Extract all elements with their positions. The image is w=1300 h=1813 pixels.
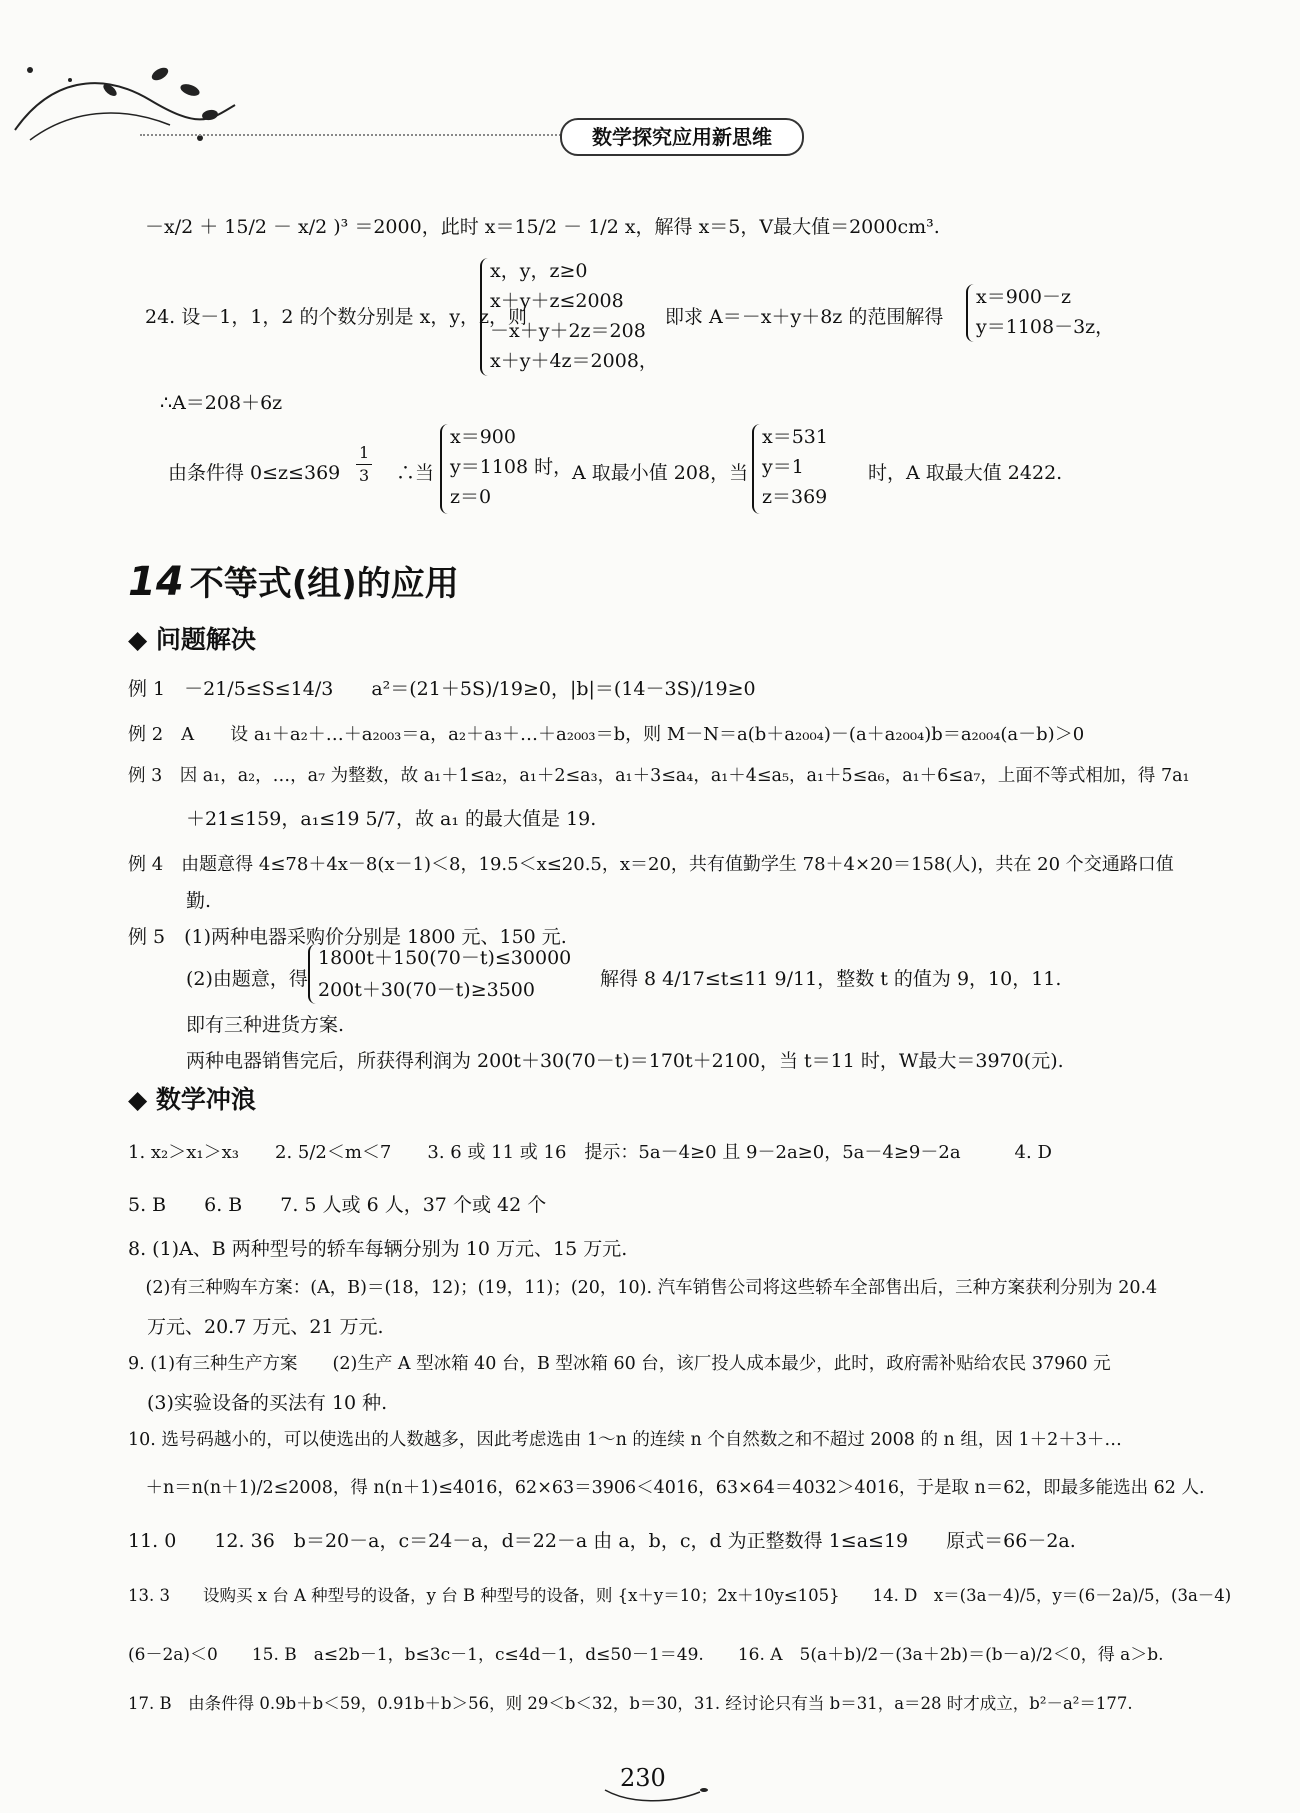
- example-5-solution: 解得 8 4/17≤t≤11 9/11，整数 t 的值为 9，10，11.: [600, 968, 1062, 990]
- problem-solving-heading: ◆ 问题解决: [128, 625, 256, 654]
- problem-24-solution: [976, 282, 1114, 342]
- answer-line: 8. (1)A、B 两种型号的轿车每辆分别为 10 万元、15 万元.: [128, 1238, 628, 1260]
- problem-24-mid: 即求 A＝－x＋y＋8z 的范围解得: [665, 306, 944, 328]
- answer-line: (6－2a)＜0 15. B a≤2b－1，b≤3c－1，c≤4d－1，d≤50－1＝49. 16. A 5(a＋b)/2－(3a＋2b)＝(b－a)/2＜0，得 a＞b.: [128, 1645, 1164, 1665]
- system-brace: [480, 258, 490, 376]
- system-line: x，y，z≥0: [490, 260, 588, 282]
- min-text: A 取最小值 208，当: [572, 462, 749, 484]
- system-line: x＋y＋4z＝2008，: [490, 350, 658, 372]
- system-line: 200t＋30(70－t)≥3500: [318, 979, 535, 1001]
- example-5-line-1: 例 5 (1)两种电器采购价分别是 1800 元、150 元.: [128, 926, 567, 948]
- answer-line: 5. B 6. B 7. 5 人或 6 人，37 个或 42 个: [128, 1194, 547, 1216]
- system-line: y＝1: [762, 456, 804, 478]
- example-3-line-2: ＋21≤159，a₁≤19 5/7，故 a₁ 的最大值是 19.: [186, 808, 597, 830]
- system-line: x＋y＋z≤2008: [490, 290, 624, 312]
- section-heading: [128, 556, 459, 605]
- answer-line: 1. x₂＞x₁＞x₃ 2. 5/2＜m＜7 3. 6 或 11 或 16 提示：5a－4≥0 且 9－2a≥0，5a－4≥9－2a 4. D: [128, 1142, 1052, 1163]
- answer-line: 13. 3 设购买 x 台 A 种型号的设备，y 台 B 种型号的设备，则 {x＋y＝10；2x＋10y≤105} 14. D x＝(3a－4)/5，y＝(6－2a)/5，(3a－4): [128, 1586, 1232, 1605]
- example-5-lead: (2)由题意，得: [186, 968, 308, 990]
- example-1: 例 1 －21/5≤S≤14/3 a²＝(21＋5S)/19≥0，|b|＝(14－3S)/19≥0: [128, 678, 756, 700]
- system-line: y＝1108 时，: [450, 456, 573, 478]
- system-line: z＝0: [450, 486, 492, 508]
- problem-24-system: [490, 256, 658, 376]
- section-title: 不等式(组)的应用: [189, 564, 459, 604]
- system-line: x＝900－z: [976, 286, 1071, 308]
- math-surf-heading: ◆ 数学冲浪: [128, 1085, 256, 1114]
- answer-line: (3)实验设备的买法有 10 种.: [128, 1392, 388, 1414]
- floral-ornament-icon: [10, 60, 240, 150]
- example-5-line-3: 即有三种进货方案.: [186, 1014, 345, 1036]
- system-line: x＝900: [450, 426, 516, 448]
- header-title: 数学探究应用新思维: [560, 118, 804, 156]
- problem-24-lead: 24. 设－1，1，2 的个数分别是 x，y，z，则: [145, 306, 528, 328]
- min-system: [450, 422, 572, 512]
- answer-line: 17. B 由条件得 0.9b＋b＜59，0.91b＋b＞56，则 29＜b＜32，b＝30，31. 经讨论只有当 b＝31，a＝28 时才成立，b²－a²＝177.: [128, 1694, 1133, 1713]
- page-number-swoosh-icon: [600, 1786, 710, 1811]
- max-text: 时，A 取最大值 2422.: [868, 462, 1063, 484]
- system-line: 1800t＋150(70－t)≤30000: [318, 947, 572, 969]
- page-number: 230: [620, 1764, 666, 1792]
- answer-line: 10. 选号码越小的，可以使选出的人数越多，因此考虑选由 1～n 的连续 n 个自然数之和不超过 2008 的 n 组，因 1＋2＋3＋…: [128, 1430, 1122, 1450]
- example-4-line-1: 例 4 由题意得 4≤78＋4x－8(x－1)＜8，19.5＜x≤20.5，x＝20，共有值勤学生 78＋4×20＝158(人)，共在 20 个交通路口值: [128, 854, 1174, 875]
- answer-line: (2)有三种购车方案：(A，B)＝(18，12)；(19，11)；(20，10). 汽车销售公司将这些轿车全部售出后，三种方案获利分别为 20.4: [128, 1278, 1158, 1298]
- example-5-line-4: 两种电器销售完后，所获得利润为 200t＋30(70－t)＝170t＋2100，当 t＝11 时，W最大＝3970(元).: [186, 1050, 1064, 1072]
- system-line: z＝369: [762, 486, 828, 508]
- system-brace: [308, 944, 318, 1004]
- fraction-numerator: 1: [356, 442, 372, 465]
- answer-line: 万元、20.7 万元、21 万元.: [128, 1316, 384, 1338]
- therefore-line: ∴A＝208＋6z: [160, 392, 283, 414]
- system-brace: [966, 284, 976, 342]
- example-2: 例 2 A 设 a₁＋a₂＋…＋a₂₀₀₃＝a，a₂＋a₃＋…＋a₂₀₀₃＝b，则 M－N＝a(b＋a₂₀₀₄)－(a＋a₂₀₀₄)b＝a₂₀₀₄(a－b)＞0: [128, 724, 1085, 745]
- condition-mid: ∴当: [396, 462, 435, 484]
- system-brace: [752, 424, 762, 514]
- answer-line: 11. 0 12. 36 b＝20－a，c＝24－a，d＝22－a 由 a，b，c，d 为正整数得 1≤a≤19 原式＝66－2a.: [128, 1530, 1076, 1552]
- section-number: 14: [128, 559, 184, 605]
- example-3-line-1: 例 3 因 a₁，a₂，…，a₇ 为整数，故 a₁＋1≤a₂，a₁＋2≤a₃，a₁＋3≤a₄，a₁＋4≤a₅，a₁＋5≤a₆，a₁＋6≤a₇，上面不等式相加，得 7a₁: [128, 766, 1190, 786]
- answer-line: 9. (1)有三种生产方案 (2)生产 A 型冰箱 40 台，B 型冰箱 60 台，该厂投人成本最少，此时，政府需补贴给农民 37960 元: [128, 1354, 1111, 1374]
- system-line: －x＋y＋2z＝208: [490, 320, 646, 342]
- fraction-denominator: 3: [359, 466, 370, 485]
- answer-line: ＋n＝n(n＋1)/2≤2008，得 n(n＋1)≤4016，62×63＝3906＜4016，63×64＝4032＞4016，于是取 n＝62，即最多能选出 62 人.: [128, 1478, 1205, 1498]
- example-5-system: [318, 942, 571, 1006]
- example-4-line-2: 勤.: [186, 890, 212, 912]
- system-line: x＝531: [762, 426, 828, 448]
- condition-lead: 由条件得 0≤z≤369: [168, 462, 341, 484]
- system-line: y＝1108－3z，: [976, 316, 1115, 338]
- max-system: [762, 422, 828, 512]
- system-brace: [440, 424, 450, 514]
- continuation-line: －x/2 ＋ 15/2 － x/2 )³ ＝2000，此时 x＝15/2 － 1/2 x，解得 x＝5，V最大值＝2000cm³.: [145, 216, 940, 238]
- fraction: [356, 442, 372, 487]
